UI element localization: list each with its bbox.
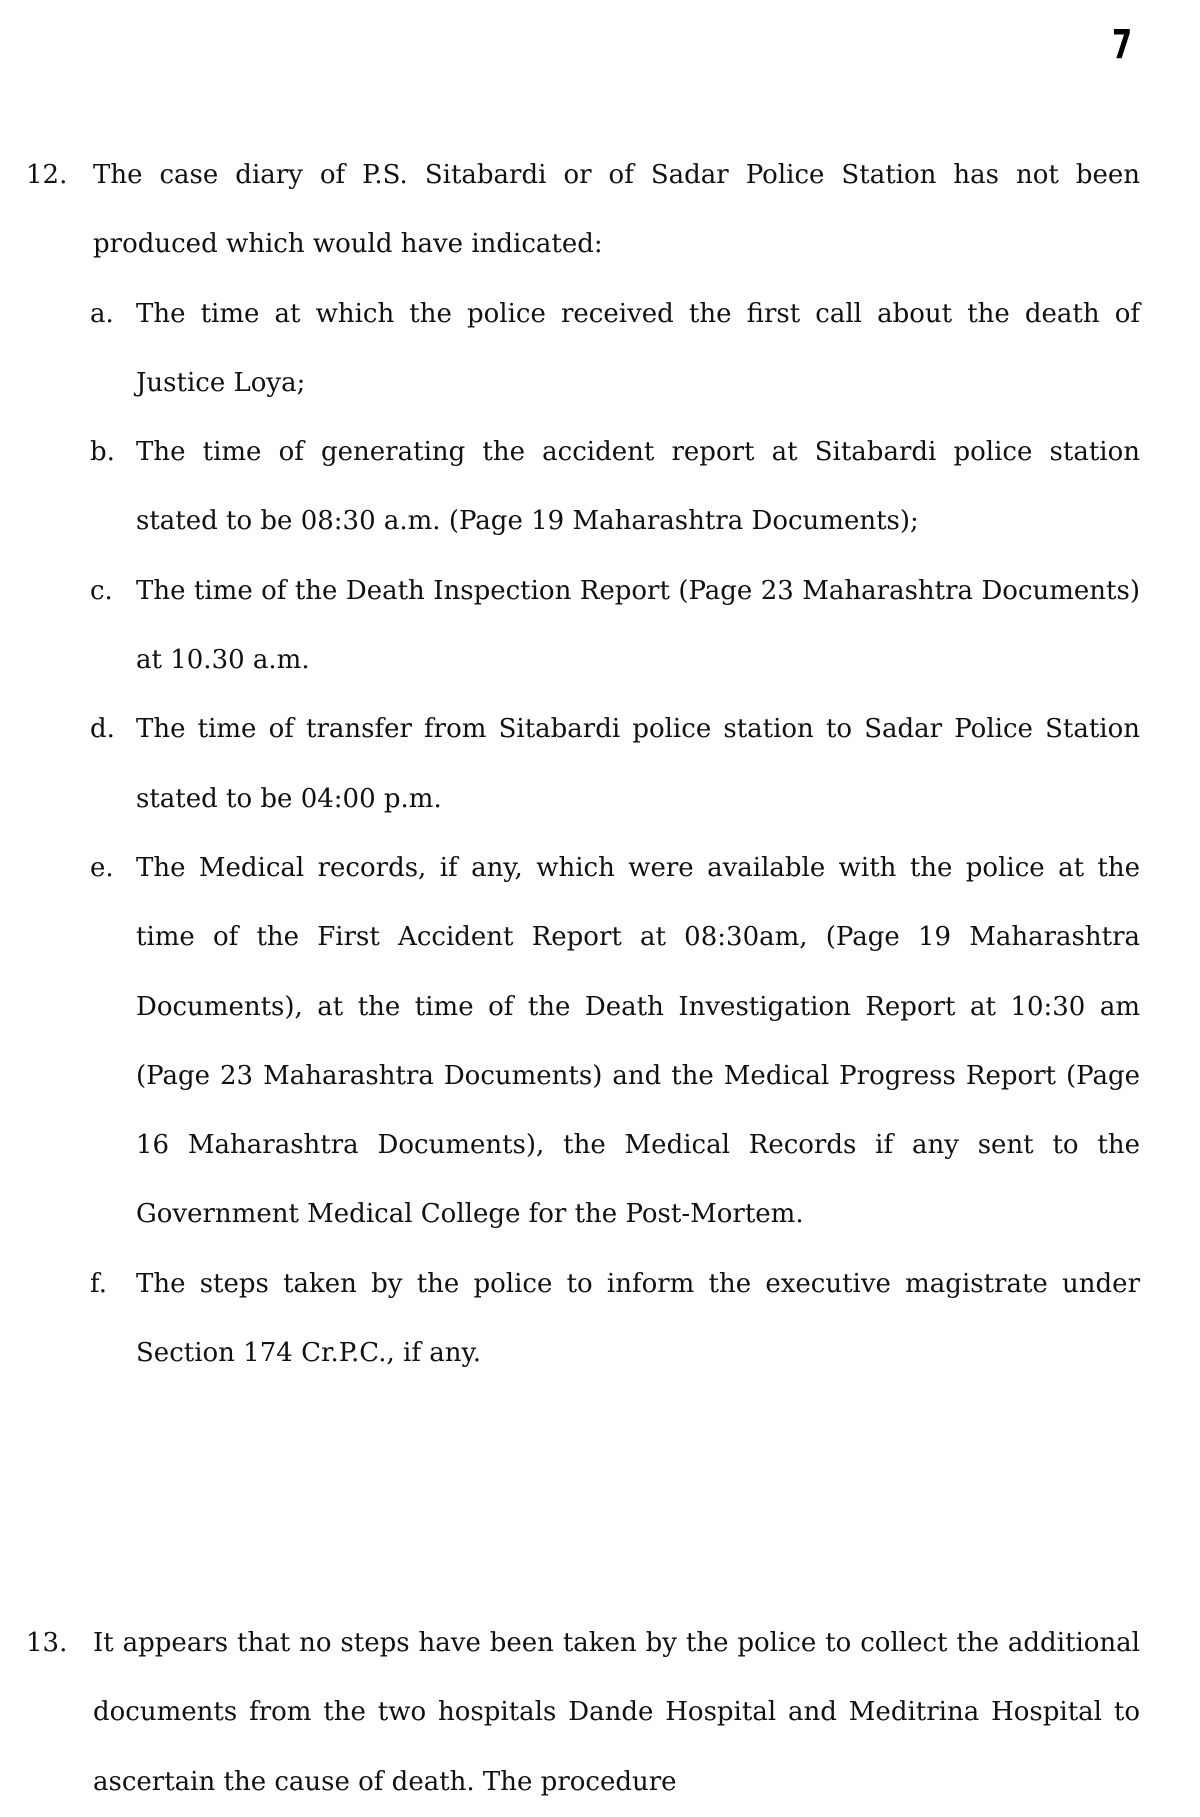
sub-item-list: [90, 280, 1140, 1389]
list-item-text: The Medical records, if any, which were available with the police at the time of the First Accident Report at 08:30am, (Page 19 Maharashtra Documents), at the time of the Death Investigation Report at 10:30 am (Page 23 Maharashtra Documents) and the Medical Progress Report (Page 16 Maharashtra Documents), the Medical Records if any sent to the Government Medical College for the Post-Mortem.: [136, 852, 1140, 1230]
paragraph-number: 12.: [26, 160, 68, 190]
page-number: 7: [1112, 22, 1133, 68]
paragraph-13: [26, 1609, 1140, 1817]
list-item-label: a.: [90, 298, 114, 329]
list-item-e: [90, 834, 1140, 1250]
list-item-label: d.: [90, 714, 115, 745]
list-item-label: f.: [90, 1268, 107, 1299]
list-item-d: [90, 695, 1140, 834]
paragraph-text: The case diary of P.S. Sitabardi or of Sadar Police Station has not been produced which would have indicated:: [93, 160, 1140, 260]
list-item-label: c.: [90, 575, 113, 606]
list-item-text: The time of generating the accident report at Sitabardi police station stated to be 08:30 a.m. (Page 19 Maharashtra Documents);: [136, 437, 1140, 537]
paragraph-text: It appears that no steps have been taken by the police to collect the additional documents from the two hospitals Dande Hospital and Meditrina Hospital to ascertain the cause of death. The procedure: [93, 1628, 1140, 1797]
list-item-label: e.: [90, 852, 114, 883]
list-item-text: The steps taken by the police to inform the executive magistrate under Section 174 Cr.P.C., if any.: [136, 1268, 1140, 1369]
list-item-f: [90, 1250, 1140, 1389]
list-item-text: The time of transfer from Sitabardi police station to Sadar Police Station stated to be 04:00 p.m.: [136, 714, 1140, 814]
list-item-c: [90, 557, 1140, 696]
list-item-label: b.: [90, 437, 115, 468]
list-item-b: [90, 418, 1140, 557]
list-item-a: [90, 280, 1140, 419]
paragraph-12: [26, 141, 1140, 1388]
list-item-text: The time of the Death Inspection Report (Page 23 Maharashtra Documents) at 10.30 a.m.: [136, 575, 1140, 676]
list-item-text: The time at which the police received the first call about the death of Justice Loya;: [136, 298, 1140, 398]
paragraph-number: 13.: [26, 1628, 68, 1658]
